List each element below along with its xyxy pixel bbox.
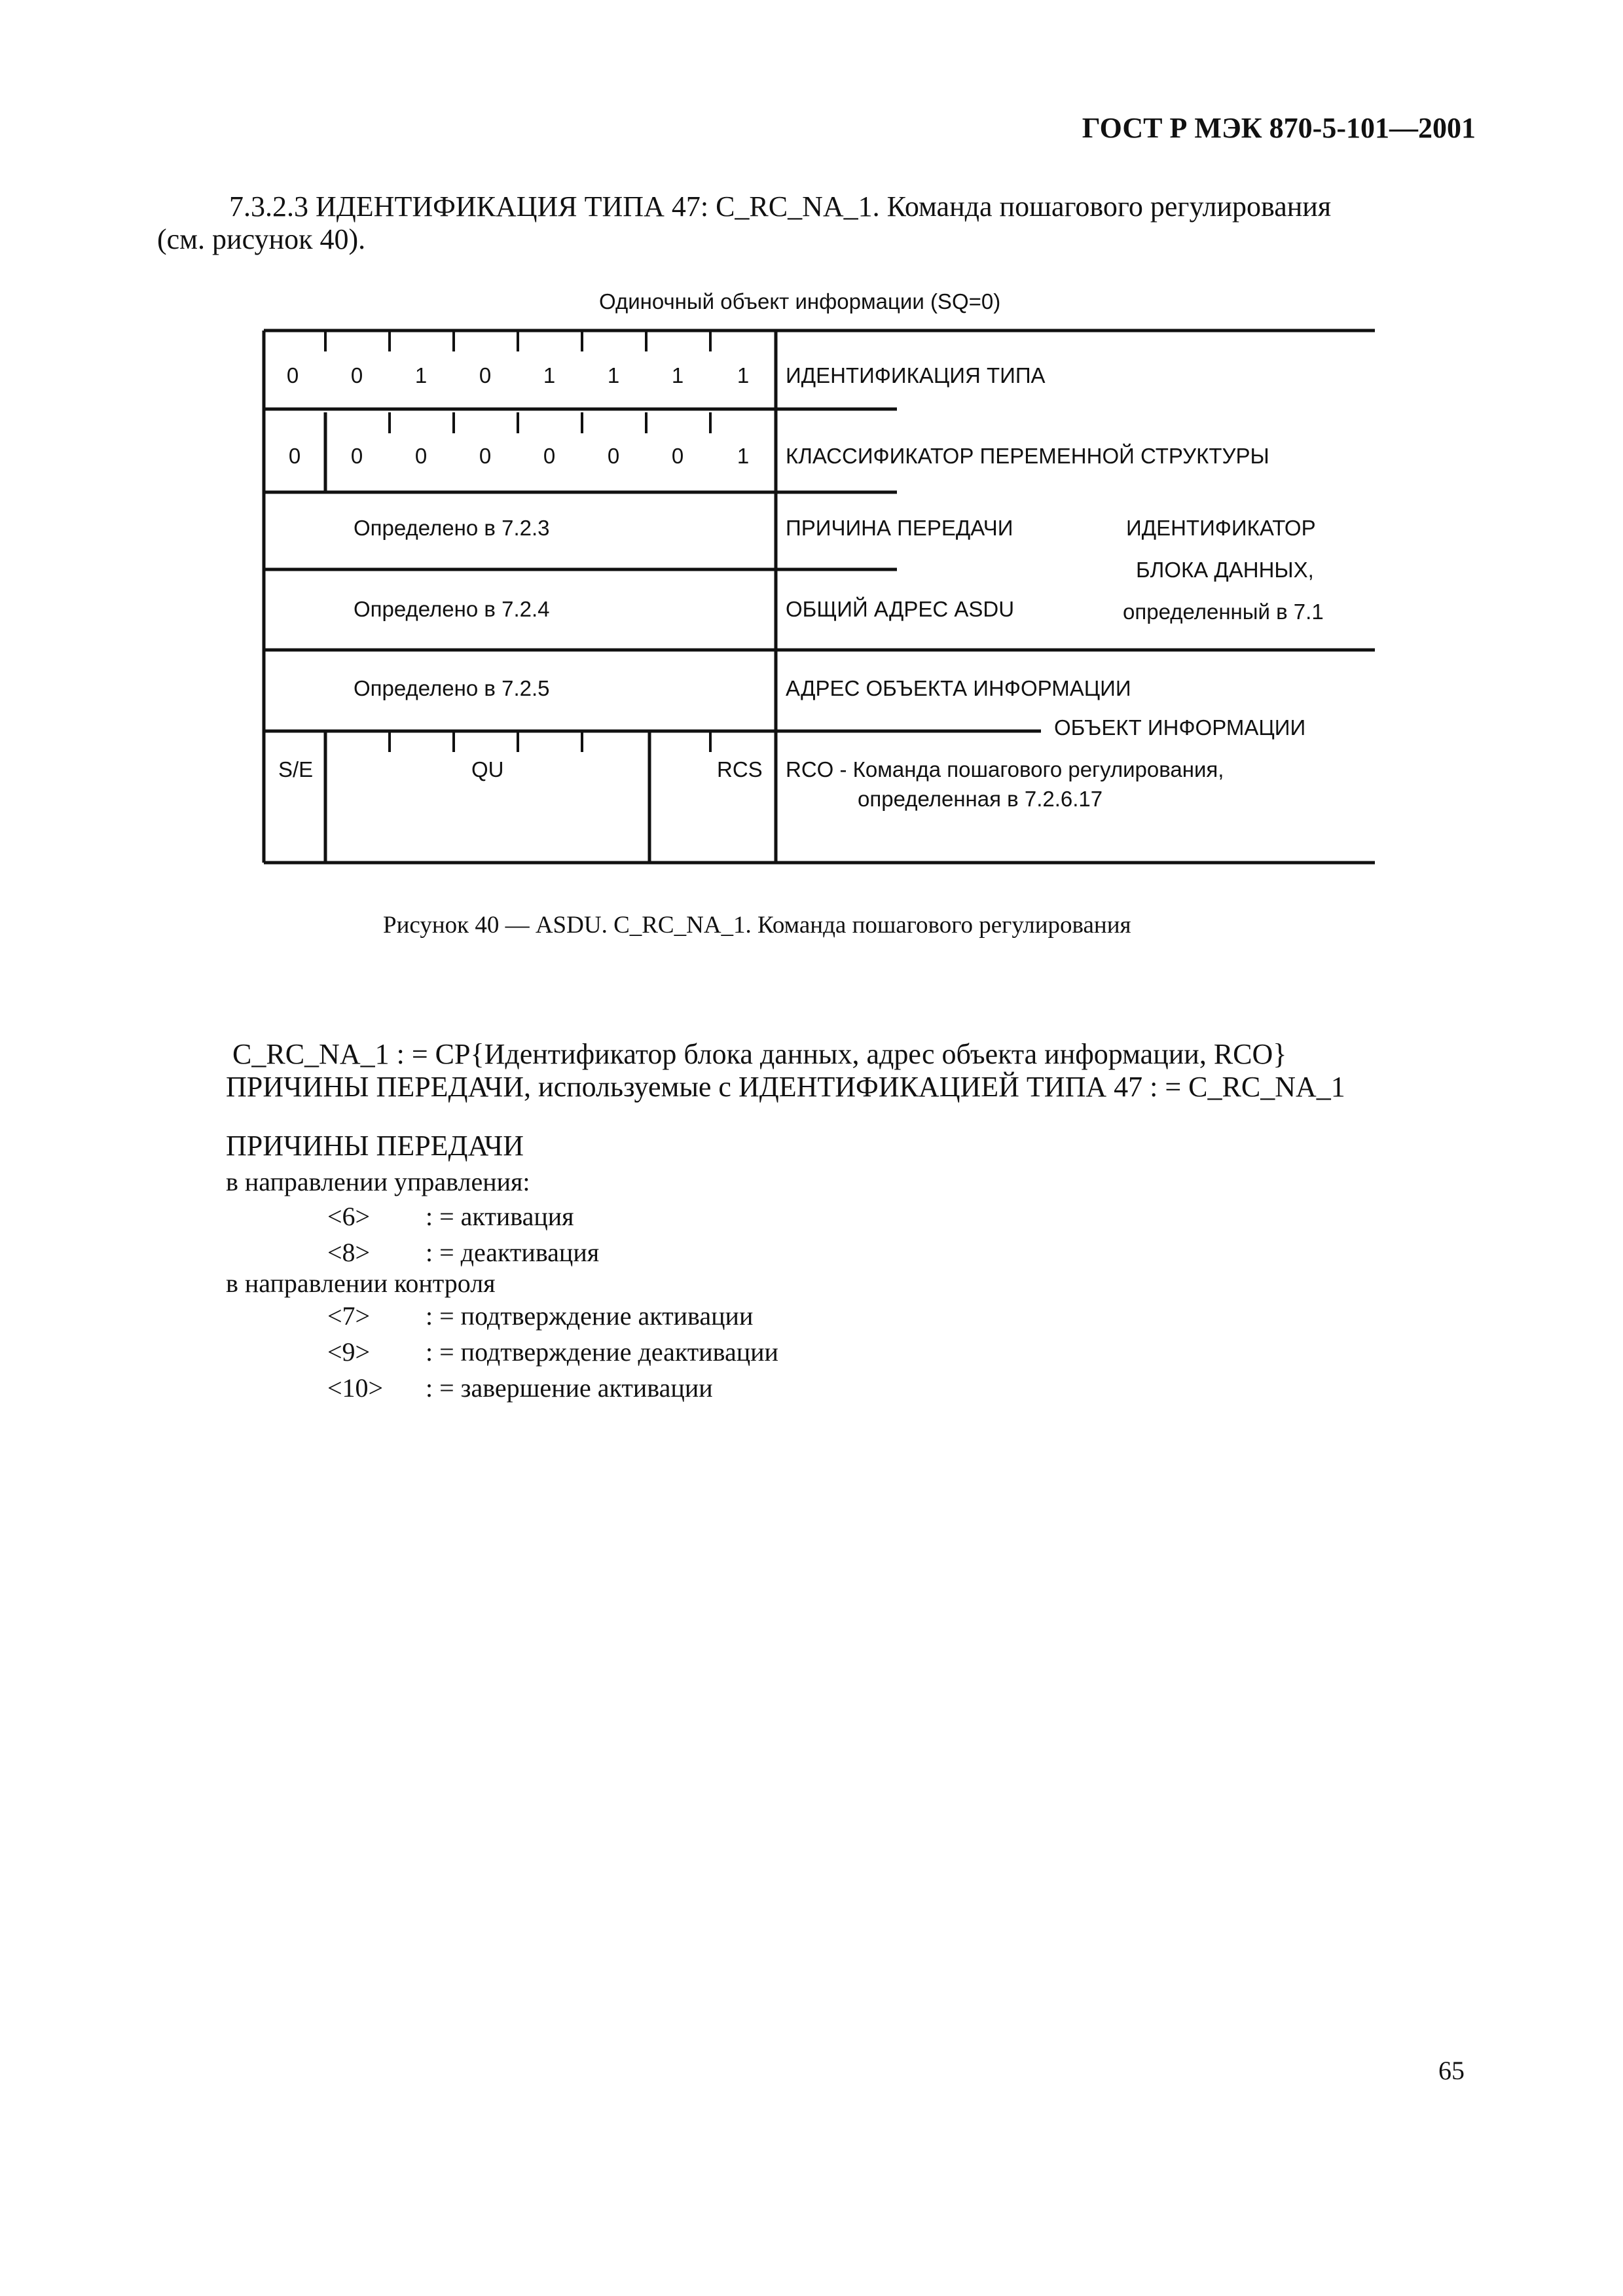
cot-code: <9> — [327, 1337, 371, 1367]
rco-label: RCO - Команда пошагового регулирования, — [786, 757, 1224, 781]
vsq-bit: 0 — [350, 444, 363, 468]
type-id-bit: 0 — [350, 363, 363, 387]
dui-label: определенный в 7.1 — [1123, 600, 1324, 624]
cot-meaning: : = подтверждение активации — [426, 1301, 754, 1331]
type-id-bit: 1 — [543, 363, 556, 387]
asdu-address-field: Определено в 7.2.4 — [354, 597, 550, 621]
rcs-label: RCS — [717, 757, 763, 781]
section-title: 7.3.2.3 ИДЕНТИФИКАЦИЯ ТИПА 47: C_RC_NA_1. Команда пошагового регулирования — [229, 190, 1332, 223]
type-id-bit: 1 — [607, 363, 620, 387]
cot-heading: ПРИЧИНЫ ПЕРЕДАЧИ — [226, 1130, 524, 1162]
vsq-bit: 0 — [288, 444, 301, 468]
type-id-bit: 0 — [286, 363, 299, 387]
vsq-bit: 1 — [737, 444, 750, 468]
type-id-label: ИДЕНТИФИКАЦИЯ ТИПА — [786, 363, 1046, 387]
vsq-bit: 0 — [607, 444, 620, 468]
figure-title: Одиночный объект информации (SQ=0) — [599, 289, 1001, 314]
cot-meaning: : = активация — [426, 1202, 574, 1231]
rco-label: определенная в 7.2.6.17 — [858, 787, 1103, 811]
vsq-bit: 0 — [671, 444, 684, 468]
cot-field: Определено в 7.2.3 — [354, 516, 550, 540]
type-definition: C_RC_NA_1 : = CP{Идентификатор блока данных, адрес объекта информации, RCO} — [232, 1038, 1287, 1070]
figure-caption: Рисунок 40 — ASDU. C_RC_NA_1. Команда пошагового регулирования — [383, 912, 1131, 939]
cot-code: <8> — [327, 1238, 371, 1267]
dui-label: БЛОКА ДАННЫХ, — [1136, 558, 1314, 582]
cot-meaning: : = деактивация — [426, 1238, 600, 1267]
vsq-bit: 0 — [543, 444, 556, 468]
type-id-bit: 0 — [479, 363, 492, 387]
qu-label: QU — [471, 757, 504, 781]
type-id-bit: 1 — [737, 363, 750, 387]
document-header: ГОСТ Р МЭК 870-5-101—2001 — [1082, 112, 1476, 144]
cot-meaning: : = завершение активации — [426, 1373, 713, 1403]
vsq-label: КЛАССИФИКАТОР ПЕРЕМЕННОЙ СТРУКТУРЫ — [786, 444, 1269, 468]
info-object-label: ОБЪЕКТ ИНФОРМАЦИИ — [1054, 715, 1306, 740]
type-id-bit: 1 — [671, 363, 684, 387]
section-title-continuation: (см. рисунок 40). — [157, 223, 366, 255]
control-direction-label: в направлении управления: — [226, 1167, 530, 1196]
ioa-field: Определено в 7.2.5 — [354, 676, 550, 700]
monitor-direction-label: в направлении контроля — [226, 1268, 496, 1298]
vsq-bit: 0 — [479, 444, 492, 468]
vsq-bit: 0 — [414, 444, 428, 468]
se-label: S/E — [278, 757, 314, 781]
cot-code: <7> — [327, 1301, 371, 1331]
dui-label: ИДЕНТИФИКАТОР — [1126, 516, 1316, 540]
cot-label: ПРИЧИНА ПЕРЕДАЧИ — [786, 516, 1013, 540]
cot-usage: ПРИЧИНЫ ПЕРЕДАЧИ, используемые с ИДЕНТИФИКАЦИЕЙ ТИПА 47 : = C_RC_NA_1 — [226, 1071, 1345, 1103]
cot-code: <6> — [327, 1202, 371, 1231]
type-id-bit: 1 — [414, 363, 428, 387]
cot-code: <10> — [327, 1373, 384, 1403]
asdu-address-label: ОБЩИЙ АДРЕС ASDU — [786, 597, 1015, 621]
ioa-label: АДРЕС ОБЪЕКТА ИНФОРМАЦИИ — [786, 676, 1131, 700]
cot-meaning: : = подтверждение деактивации — [426, 1337, 778, 1367]
page-number: 65 — [1438, 2056, 1465, 2085]
